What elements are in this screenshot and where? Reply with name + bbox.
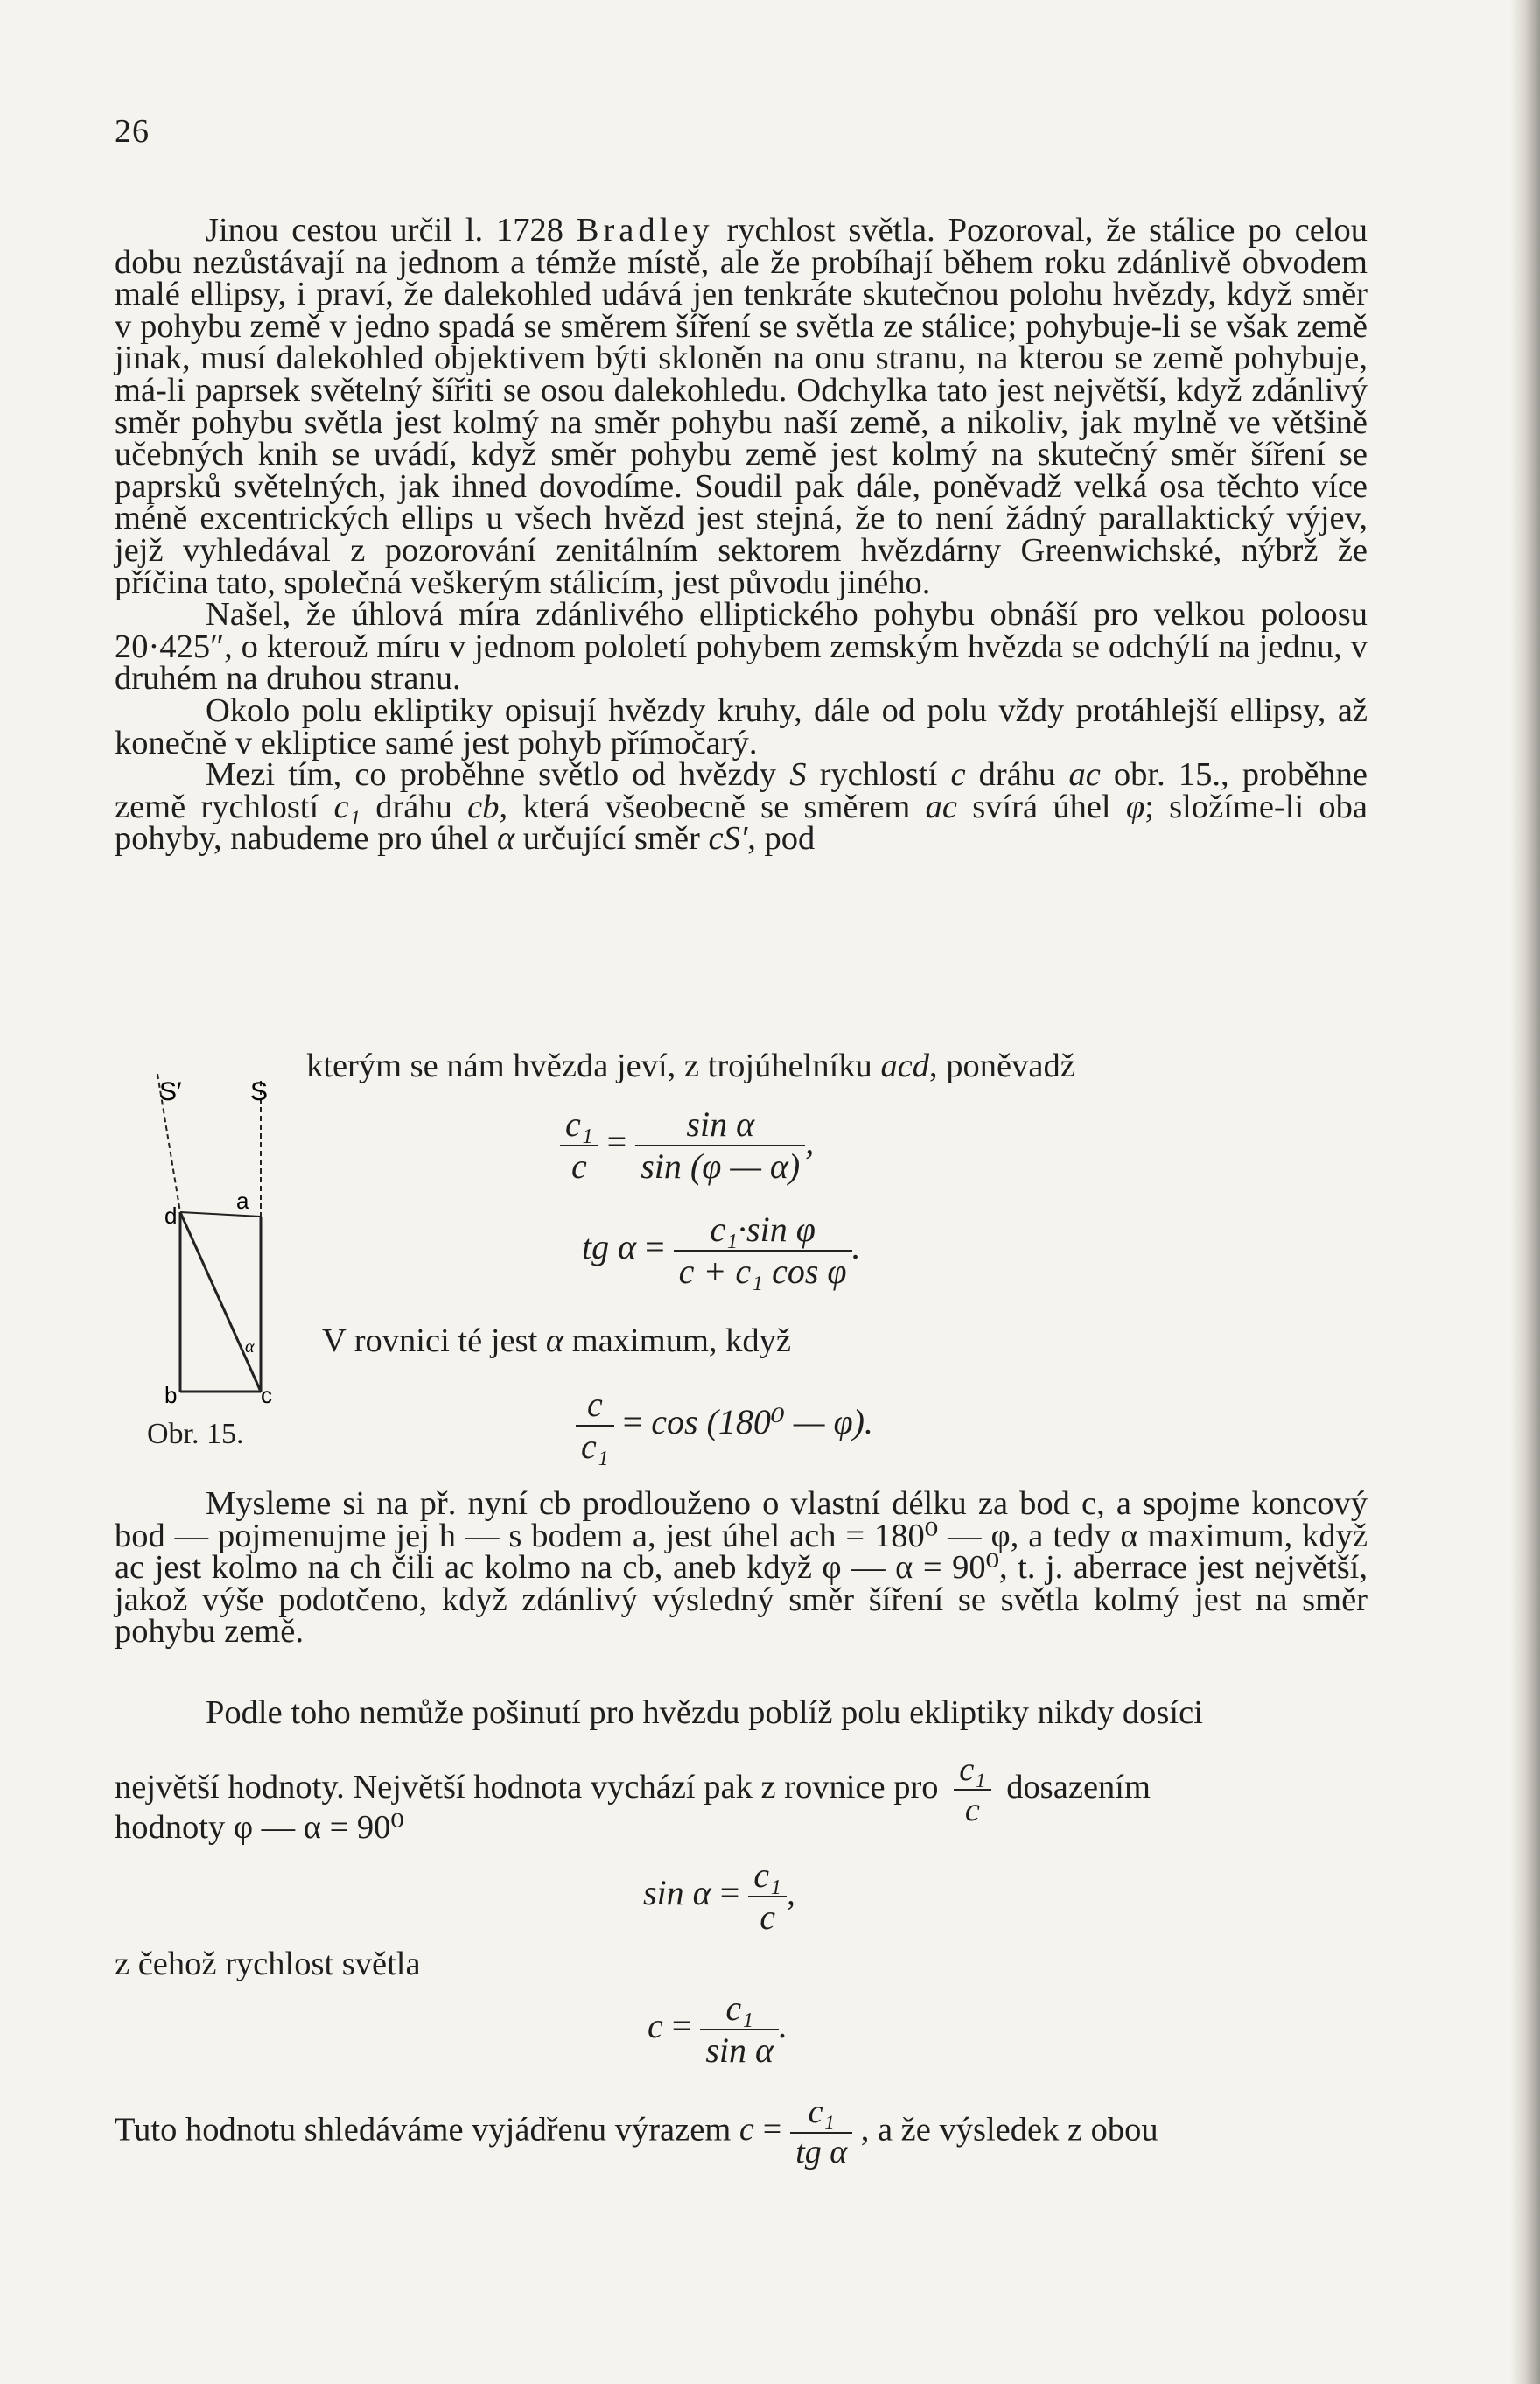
- paragraph-z-cehoz: z čehož rychlost světla: [115, 1946, 421, 1982]
- inline-equation-c-tg: c = $\frac{\text{c₁}}{\text{tg α}}$: [739, 2111, 861, 2148]
- label-s-prime: S′: [159, 1077, 182, 1106]
- line-dc: [180, 1212, 261, 1392]
- equation-sine-ratio: $\frac{\text{c₁}}{c}$ = $\frac{\text{sin α}}{\sin (\varphi — \alpha)}$ ,: [560, 1104, 814, 1187]
- figure-caption: Obr. 15.: [147, 1418, 244, 1450]
- equation-speed-of-light: c = $\frac{\text{c₁}}{\text{sin α}}$ .: [648, 1988, 788, 2070]
- paragraph-mezi-continued: kterým se nám hvězda jeví, z trojúhelníku acd, poněvadž: [306, 1048, 1075, 1084]
- figure-15-diagram: [140, 1037, 315, 1475]
- label-c: c: [261, 1382, 272, 1408]
- equation-cos: $\frac{c}{\text{c₁}}$ = cos (180⁰ — φ).: [576, 1385, 873, 1467]
- paragraph-v-rovnici: V rovnici té jest α maximum, když: [322, 1322, 791, 1359]
- paragraph-nasel: Našel, že úhlová míra zdánlivého elliptického pohybu obnáší pro velkou poloosu 20·425″, o kterouž míru v jednom pololetí pohybem zemským hvězda se odchýlí na jednu, v druhém na druhou stranu.: [115, 596, 1368, 698]
- inline-fraction-c1-c: $\frac{\text{c₁}}{c}$: [954, 1750, 990, 1830]
- paragraph-mezi: Mezi tím, co proběhne světlo od hvězdy S rychlostí c dráhu ac obr. 15., proběhne země rychlostí c₁ dráhu cb, která všeobecně se směrem ac svírá úhel φ; složíme-li oba pohyby, nabudeme pro úhel α určující směr cS′, pod: [115, 756, 1368, 858]
- paragraph-mysleme: Mysleme si na př. nyní cb prodlouženo o vlastní délku za bod c, a spojme koncový bod — pojmenujme jej h — s bodem a, jest úhel ach = 180⁰ — φ, a tedy α maximum, když ac jest kolmo na ch čili ac kolmo na cb, aneb když φ — α = 90⁰, t. j. aberrace jest největší, jakož výše podotčeno, když zdánlivý výsledný směr šíření se světla kolmý jest na směr pohybu země.: [115, 1485, 1368, 1651]
- paragraph-bradley: Jinou cestou určil l. 1728 Bradley rychlost světla. Pozoroval, že stálice po celou dobu nezůstávají na jednom a témže místě, ale že probíhají během roku zdánlivě obvodem malé ellipsy, i praví, že dalekohled udává jen tenkráte skutečnou polohu hvězdy, když směr v pohybu země v jedno spadá se směrem šíření se světla ze stálice; pohybuje-li se však země jinak, musí dalekohled objektivem býti skloněn na onu stranu, na kterou se země pohybuje, má-li paprsek světelný šířiti se osou dalekohledu. Odchylka tato jest největší, když zdánlivý směr pohybu světla jest kolmý na směr pohybu naší země, a nikoliv, jak mylně ve většině učebných knih se uvádí, když směr pohybu země jest kolmý na skutečný směr šíření se paprsků světelných, jak ihned dovodíme. Soudil pak dále, poněvadž velká osa těchto více méně excentrických ellips u všech hvězd jest stejná, že to není žádný parallaktický výjev, jejž vyhledával z pozorování zenitálním sektorem hvězdárny Greenwichské, nýbrž že příčina tato, společná veškerým stálicím, jest původu jiného. Našel, že úhlová míra zdánlivého elliptického pohybu obnáší pro velkou poloosu 20·425″, o kterouž míru v jednom pololetí pohybem zemským hvězda se odchýlí na jednu, v druhém na druhou stranu. Okolo polu ekliptiky opisují hvězdy kruhy, dále od polu vždy protáhlejší ellipsy, až konečně v ekliptice samé jest pohyb přímočarý. Mezi tím, co proběhne světlo od hvězdy S rychlostí c dráhu ac obr. 15., proběhne země rychlostí c₁ dráhu cb, která všeobecně se směrem ac svírá úhel φ; složíme-li oba pohyby, nabudeme pro úhel α určující směr cS′, pod: [115, 212, 1368, 858]
- label-a: a: [236, 1188, 249, 1214]
- name-bradley: Bradley: [576, 212, 714, 249]
- label-b: b: [164, 1382, 178, 1408]
- label-d: d: [164, 1203, 178, 1229]
- paragraph-nejvetsi-hodnoty: největší hodnoty. Největší hodnota vychází pak z rovnice pro $\frac{\text{c₁}}{c}$ dosazením: [115, 1751, 1151, 1829]
- paragraph-tuto-hodnotu: Tuto hodnotu shledáváme vyjádřenu výrazem c = $\frac{\text{c₁}}{\text{tg α}}$ , a že výsledek z obou: [115, 2093, 1158, 2170]
- equation-tangent: tg α = $\frac{\text{c₁·sin φ}}{\text{c + c₁ cos φ}}$ .: [582, 1210, 861, 1291]
- paragraph-okolo: Okolo polu ekliptiky opisují hvězdy kruhy, dále od polu vždy protáhlejší ellipsy, až konečně v ekliptice samé jest pohyb přímočarý.: [115, 691, 1368, 761]
- page-edge-shadow: [1510, 0, 1540, 2384]
- label-s: S: [250, 1077, 269, 1106]
- equation-sin-alpha: sin α = $\frac{\text{c₁}}{c}$ ,: [643, 1855, 795, 1937]
- paragraph-podle-toho: Podle toho nemůže pošinutí pro hvězdu poblíž polu ekliptiky nikdy dosíci: [206, 1694, 1203, 1731]
- label-alpha: α: [245, 1337, 255, 1357]
- page-number: 26: [115, 113, 150, 150]
- paragraph-hodnoty: hodnoty φ — α = 90⁰: [115, 1809, 404, 1846]
